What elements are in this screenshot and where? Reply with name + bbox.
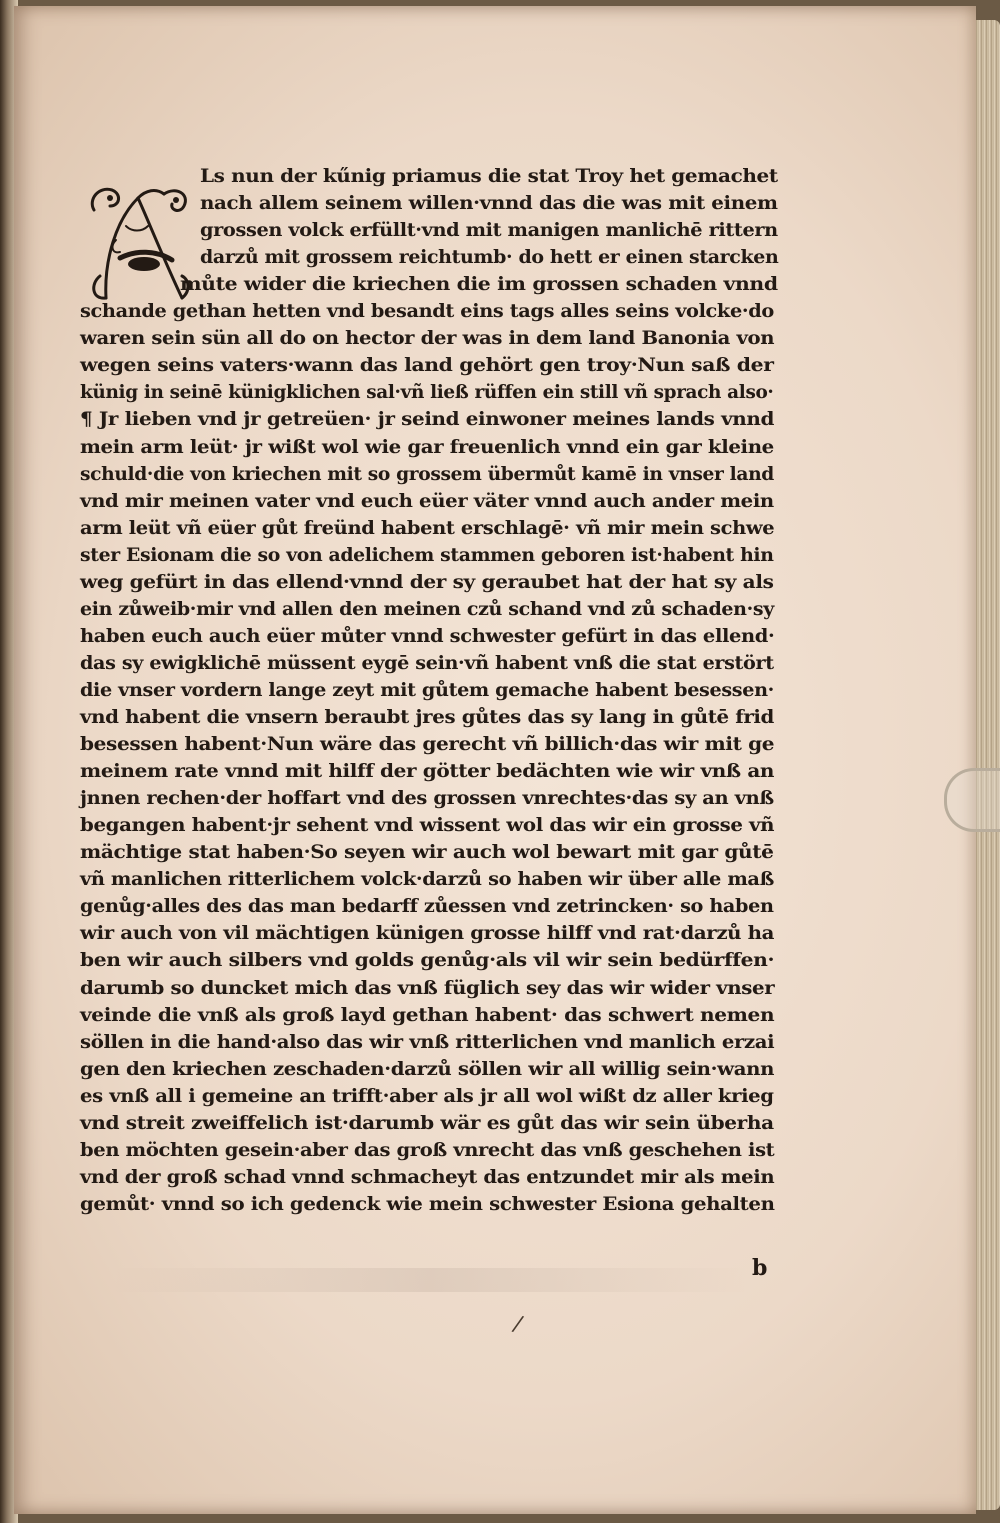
text-line: genůg·alles des das man bedarff zůessen vnd zetrincken· so haben <box>80 896 774 918</box>
text-line: schande gethan hetten vnd besandt eins tags alles seins volcke·do <box>80 301 774 323</box>
text-line: jnnen rechen·der hoffart vnd des grossen vnrechtes·das sy an vnß <box>80 788 774 810</box>
text-line: ben wir auch silbers vnd golds genůg·als vil wir sein bedürffen· <box>80 950 775 972</box>
text-line: darzů mit grossem reichtumb· do hett er einen starcken <box>200 247 779 269</box>
text-line: wegen seins vaters·wann das land gehört gen troy·Nun saß der <box>80 355 774 377</box>
signature-mark: b <box>752 1255 768 1281</box>
bleed-through-text <box>110 1268 750 1292</box>
text-line: veinde die vnß als groß layd gethan habent· das schwert nemen <box>80 1004 775 1026</box>
pencil-mark: / <box>510 1311 526 1338</box>
text-line: můte wider die kriechen die im grossen schaden vnnd <box>180 274 778 296</box>
text-line: gemůt· vnnd so ich gedenck wie mein schwester Esiona gehalten <box>80 1193 775 1215</box>
text-line: weg gefürt in das ellend·vnnd der sy geraubet hat der hat sy als <box>80 571 774 593</box>
text-line: grossen volck erfüllt·vnd mit manigen manlichē rittern <box>200 220 778 242</box>
text-line: haben euch auch eüer můter vnnd schwester gefürt in das ellend· <box>80 625 775 647</box>
page-clip <box>944 768 1000 832</box>
text-line: vnd streit zweiffelich ist·darumb wär es gůt das wir sein überha <box>80 1112 774 1134</box>
text-line: mächtige stat haben·So seyen wir auch wol bewart mit gar gůtē <box>80 842 774 864</box>
woodcut-initial-a <box>86 180 194 310</box>
text-line: die vnser vordern lange zeyt mit gůtem gemache habent besessen· <box>80 679 774 701</box>
text-line: vnd der groß schad vnnd schmacheyt das entzundet mir als mein <box>80 1166 775 1188</box>
text-line: ster Esionam die so von adelichem stammen geboren ist·habent hin <box>80 544 774 566</box>
text-line: Ls nun der kűnig priamus die stat Troy het gemachet <box>200 166 778 187</box>
text-line: vnd habent die vnsern beraubt jres gůtes das sy lang in gůtē frid <box>80 707 774 728</box>
text-line: ¶ Jr lieben vnd jr getreüen· jr seind einwoner meines lands vnnd <box>80 409 775 431</box>
text-line: künig in seinē künigklichen sal·vñ ließ rüffen ein still vñ sprach also· <box>80 382 774 404</box>
text-line: vnd mir meinen vater vnd euch eüer väter vnnd auch ander mein <box>80 490 774 512</box>
text-line: es vnß all i gemeine an trifft·aber als jr all wol wißt dz aller krieg <box>80 1085 774 1107</box>
text-line: meinem rate vnnd mit hilff der götter bedächten wie wir vnß an <box>80 761 775 783</box>
text-line: wir auch von vil mächtigen künigen grosse hilff vnd rat·darzů ha <box>80 923 775 945</box>
text-line: ein zůweib·mir vnd allen den meinen czů schand vnd zů schaden·sy <box>80 598 774 620</box>
text-line: besessen habent·Nun wäre das gerecht vñ billich·das wir mit ge <box>80 734 775 756</box>
text-line: ben möchten gesein·aber das groß vnrecht das vnß geschehen ist <box>80 1139 775 1161</box>
text-line: waren sein sün all do on hector der was in dem land Banonia von <box>80 328 775 350</box>
text-line: arm leüt vñ eüer gůt freünd habent erschlagē· vñ mir mein schwe <box>80 517 775 539</box>
text-line: mein arm leüt· jr wißt wol wie gar freuenlich vnnd ein gar kleine <box>80 436 774 458</box>
text-line: vñ manlichen ritterlichem volck·darzů so haben wir über alle maß <box>80 869 774 891</box>
text-line: begangen habent·jr sehent vnd wissent wol das wir ein grosse vñ <box>80 815 775 837</box>
text-line: schuld·die von kriechen mit so grossem übermůt kamē in vnser land <box>80 463 774 485</box>
text-line: söllen in die hand·also das wir vnß ritterlichen vnd manlich erzai <box>80 1031 775 1053</box>
text-line: nach allem seinem willen·vnnd das die was mit einem <box>200 193 778 215</box>
text-line: darumb so duncket mich das vnß füglich sey das wir wider vnser <box>80 977 775 999</box>
text-line: das sy ewigklichē müssent eygē sein·vñ habent vnß die stat erstört <box>80 652 774 674</box>
text-line: gen den kriechen zeschaden·darzů söllen wir all willig sein·wann <box>80 1058 775 1080</box>
